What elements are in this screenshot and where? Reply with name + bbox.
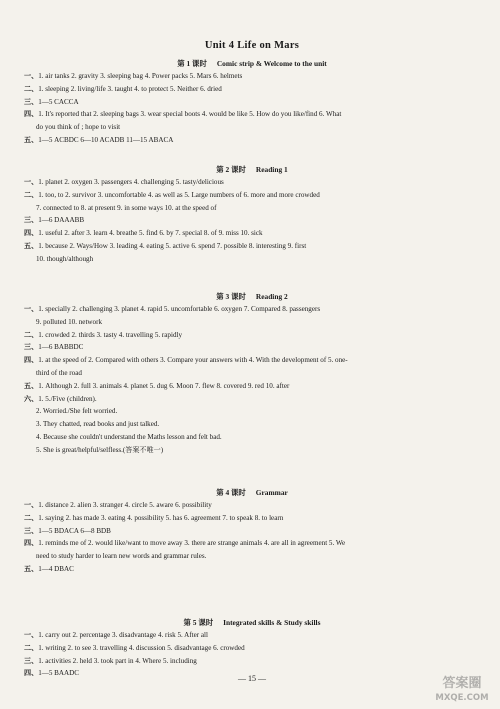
lesson-section [24,617,480,680]
answer-text: 1—5 BAADC [38,669,79,678]
exercise-label: 三、 [24,97,39,106]
answer-line [24,214,480,227]
answer-text: 1. crowded 2. thirds 3. tasty 4. travelling 5. rapidly [38,330,183,339]
exercise-label: 四、 [24,229,39,238]
exercise-label: 四、 [24,356,39,365]
exercise-label: 一、 [24,178,39,186]
answer-line [24,380,480,393]
lesson-section [24,291,480,457]
answer-text: 1. specially 2. challenging 3. planet 4. rapid 5. uncomfortable 6. oxygen 7. Compared 8. passengers [38,305,321,313]
answer-line [24,642,480,655]
unit-title: Unit 4 Life on Mars [204,40,300,51]
lesson-topic: Comic strip & Welcome to the unit [216,59,327,68]
lesson-topic: Reading 1 [255,165,288,174]
answer-text: 1. distance 2. alien 3. stranger 4. circle 5. aware 6. possibility [38,501,212,509]
answer-text: 1. carry out 2. percentage 3. disadvantage 4. risk 5. After all [38,631,208,639]
answer-line [24,202,480,215]
exercise-label: 二、 [24,190,39,199]
exercise-label: 四、 [24,110,39,119]
lesson-heading [24,58,480,70]
answer-line [24,550,480,563]
answer-text: 10. though/although [36,254,94,263]
answer-text: 1—4 DBAC [38,564,74,573]
lesson-heading [24,617,480,629]
answer-line [24,316,480,329]
answer-text: third of the road [36,368,82,377]
answer-line [24,176,480,189]
answer-line [24,655,480,668]
exercise-label: 三、 [24,656,39,665]
answer-text: 1. sleeping 2. living/life 3. taught 4. to protect 5. Neither 6. dried [38,84,222,93]
exercise-label: 三、 [24,526,39,535]
answer-text: 1—5 ACBDC 6—10 ACADB 11—15 ABACA [38,135,174,144]
answer-text: 1. 5./Five (children). [38,394,97,403]
lesson-number: 第 3 课时 [216,292,246,301]
exercise-label: 五、 [24,241,39,250]
answer-line [24,499,480,512]
answer-line [24,70,480,83]
answer-line [24,367,480,380]
lesson-topic: Reading 2 [255,292,288,301]
answer-text: 4. Because she couldn't understand the Maths lesson and felt bad. [36,432,222,441]
answer-text: 1. at the speed of 2. Compared with others 3. Compare your answers with 4. With the development of 5. one- [38,356,348,365]
answer-text: 1. reminds me of 2. would like/want to move away 3. there are strange animals 4. are all in agreement 5. We [38,539,346,548]
answer-line [24,537,480,550]
answer-text: 1—5 CACCA [38,97,79,106]
answer-text: 1. writing 2. to see 3. travelling 4. discussion 5. disadvantage 6. crowded [38,643,245,652]
answer-line [24,525,480,538]
answer-text: 1—6 DAAABB [38,216,85,225]
answer-text: 1. air tanks 2. gravity 3. sleeping bag 4. Power packs 5. Mars 6. helmets [38,72,243,80]
answer-text: 1. useful 2. after 3. learn 4. breathe 5. find 6. by 7. special 8. of 9. miss 10. sick [38,229,263,238]
lesson-heading [24,291,480,303]
exercise-label: 四、 [24,669,39,678]
answer-line [24,96,480,109]
answer-text: 3. They chatted, read books and just talked. [36,420,160,429]
exercise-label: 五、 [24,135,39,144]
lesson-heading [24,487,480,499]
lesson-number: 第 4 课时 [216,488,246,497]
answer-line [24,393,480,406]
answer-text: 1. It's reported that 2. sleeping bags 3. wear special boots 4. would be like 5. How do you like/find 6. What [38,110,342,119]
answer-text: 1. too, to 2. survivor 3. uncomfortable 4. as well as 5. Large numbers of 6. more and more crowded [38,190,320,199]
answer-line [24,227,480,240]
answer-text: 1. activities 2. held 3. took part in 4. Where 5. including [38,656,197,665]
answer-text: 1. planet 2. oxygen 3. passengers 4. challenging 5. tasty/delicious [38,178,224,186]
lesson-section [24,487,480,576]
svg-text:答案圈: 答案圈 [442,676,482,691]
exercise-label: 一、 [24,631,39,639]
exercise-label: 二、 [24,513,39,522]
lesson-number: 第 1 课时 [177,59,207,68]
answer-line [24,512,480,525]
answer-line [24,108,480,121]
lesson-section [24,164,480,266]
answer-text: need to study harder to learn new words and grammar rules. [36,552,207,561]
answer-line [24,253,480,266]
lesson-section [24,58,480,147]
answer-line [24,83,480,96]
exercise-label: 一、 [24,72,39,80]
exercise-label: 二、 [24,330,39,339]
exercise-label: 三、 [24,343,39,352]
answer-text: 9. polluted 10. network [36,317,103,326]
answer-text: 1. saying 2. has made 3. eating 4. possibility 5. has 6. agreement 7. to speak 8. to learn [38,513,284,522]
lesson-topic: Integrated skills & Study skills [223,618,321,627]
answer-line [24,240,480,253]
answer-text: 1—5 BDACA 6—8 BDB [38,526,111,535]
exercise-label: 一、 [24,501,39,509]
answer-text: do you think of ; hope to visit [36,123,121,132]
answer-line [24,444,480,457]
lesson-number: 第 5 课时 [183,618,214,627]
svg-text:MXQE.COM: MXQE.COM [435,693,489,703]
answer-line [24,134,480,147]
lesson-topic: Grammar [255,488,288,497]
answer-line [24,329,480,342]
answer-text: 1—6 BABBDC [38,343,84,352]
exercise-label: 六、 [24,394,39,403]
answer-line [24,189,480,202]
answer-text: 5. She is great/helpful/selfless.(答案不唯一) [36,445,164,454]
answer-text: 1. Although 2. full 3. animals 4. planet 5. dug 6. Moon 7. flew 8. covered 9. red 10. after [38,381,290,390]
exercise-label: 三、 [24,216,39,225]
answer-text: 2. Worried./She felt worried. [36,407,118,416]
answer-line [24,303,480,316]
exercise-label: 五、 [24,564,39,573]
answer-line [24,629,480,642]
lesson-number: 第 2 课时 [216,165,246,174]
answer-text: 7. connected to 8. at present 9. in some ways 10. at the speed of [36,203,217,212]
answer-line [24,405,480,418]
lesson-heading [24,164,480,176]
exercise-label: 四、 [24,539,39,548]
exercise-label: 一、 [24,305,39,313]
exercise-label: 二、 [24,643,39,652]
answer-line [24,563,480,576]
answer-line [24,354,480,367]
exercise-label: 五、 [24,381,39,390]
answer-line [24,431,480,444]
watermark-logo [430,669,494,705]
answer-line [24,418,480,431]
answer-line [24,341,480,354]
answer-line [24,121,480,134]
page-number: — 15 — [238,674,266,683]
answer-text: 1. because 2. Ways/How 3. leading 4. eating 5. active 6. spend 7. possible 8. interesting 9. first [38,241,307,250]
exercise-label: 二、 [24,84,39,93]
